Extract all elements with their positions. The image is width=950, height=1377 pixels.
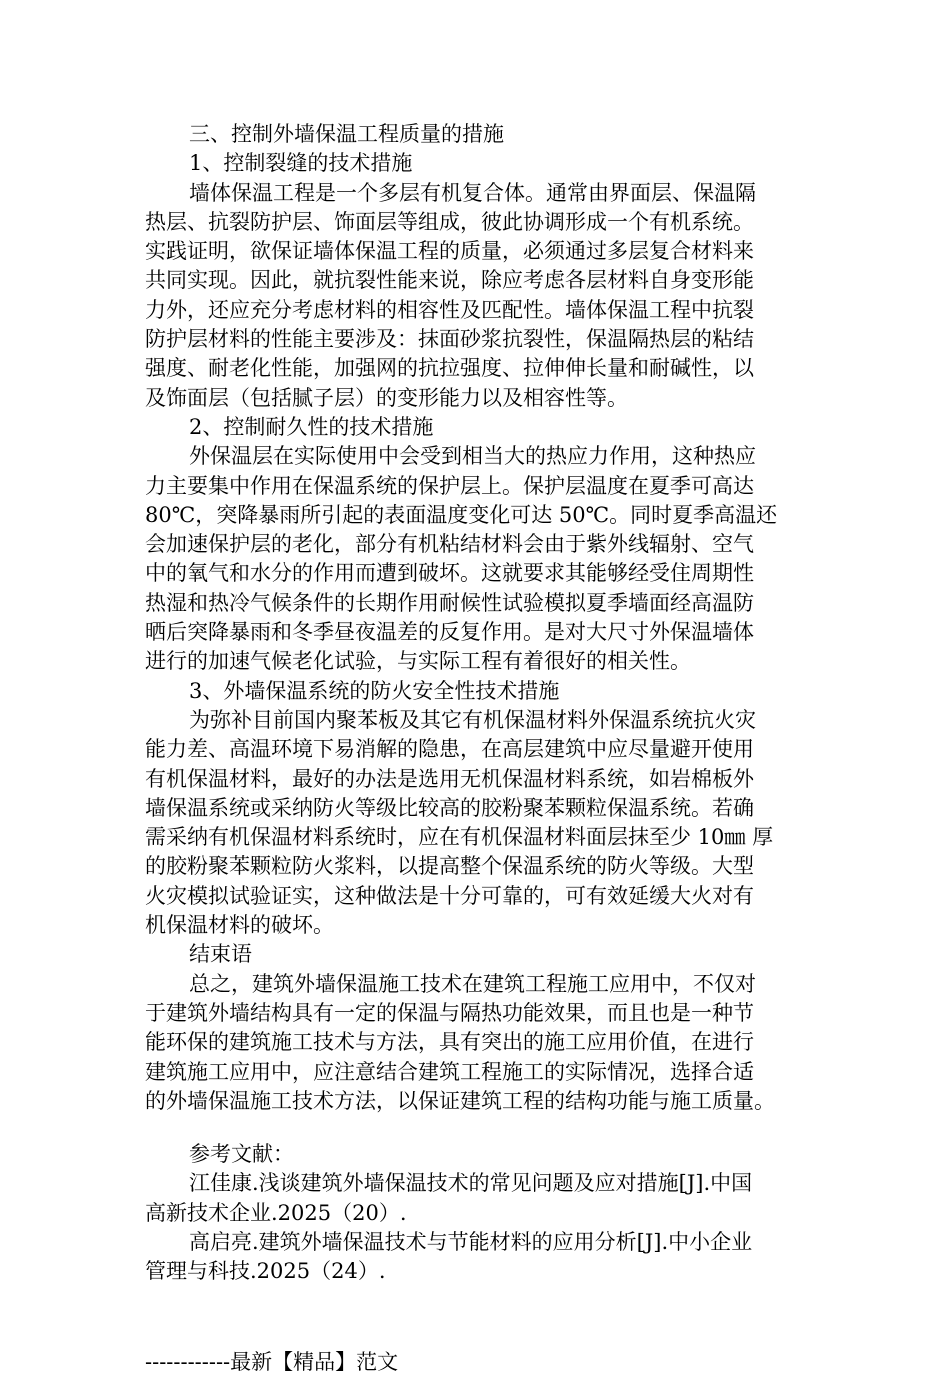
paragraph-line: 火灾模拟试验证实，这种做法是十分可靠的，可有效延缓大火对有 (145, 883, 754, 908)
reference-item-line: 高新技术企业.2025（20）. (145, 1200, 407, 1225)
conclusion-line: 建筑施工应用中，应注意结合建筑工程施工的实际情况，选择合适 (145, 1059, 754, 1084)
conclusion-title: 结束语 (189, 942, 252, 967)
reference-item-line: 管理与科技.2025（24）. (145, 1259, 386, 1284)
spacer (145, 1287, 810, 1347)
paragraph-line: 中的氧气和水分的作用而遭到破坏。这就要求其能够经受住周期性 (145, 561, 754, 586)
subsection-title: 1、控制裂缝的技术措施 (189, 151, 413, 176)
conclusion-line: 于建筑外墙结构具有一定的保温与隔热功能效果，而且也是一种节 (145, 1000, 754, 1025)
paragraph-line: 及饰面层（包括腻子层）的变形能力以及相容性等。 (145, 385, 628, 410)
paragraph-line: 力外，还应充分考虑材料的相容性及匹配性。墙体保温工程中抗裂 (145, 297, 754, 322)
subsection-title: 2、控制耐久性的技术措施 (189, 414, 434, 439)
paragraph-line: 热湿和热冷气候条件的长期作用耐候性试验模拟夏季墙面经高温防 (145, 590, 754, 615)
paragraph-line: 墙保温系统或采纳防火等级比较高的胶粉聚苯颗粒保温系统。若确 (145, 795, 754, 820)
paragraph-line: 热层、抗裂防护层、饰面层等组成，彼此协调形成一个有机系统。 (145, 209, 754, 234)
paragraph-line: 需采纳有机保温材料系统时，应在有机保温材料面层抹至少 10㎜ 厚 (145, 825, 774, 850)
paragraph-line: 会加速保护层的老化，部分有机粘结材料会由于紫外线辐射、空气 (145, 532, 754, 557)
paragraph-line: 的胶粉聚苯颗粒防火浆料，以提高整个保温系统的防火等级。大型 (145, 854, 754, 879)
paragraph-line: 机保温材料的破坏。 (145, 913, 334, 938)
paragraph-line: 有机保温材料，最好的办法是选用无机保温材料系统，如岩棉板外 (145, 766, 754, 791)
subsection-title: 3、外墙保温系统的防火安全性技术措施 (189, 678, 560, 703)
reference-item-line: 高启亮.建筑外墙保温技术与节能材料的应用分析[J].中小企业 (189, 1229, 753, 1254)
paragraph-line: 晒后突降暴雨和冬季昼夜温差的反复作用。是对大尺寸外保温墙体 (145, 620, 754, 645)
paragraph-line: 共同实现。因此，就抗裂性能来说，除应考虑各层材料自身变形能 (145, 268, 754, 293)
paragraph-line: 力主要集中作用在保温系统的保护层上。保护层温度在夏季可高达 (145, 473, 754, 498)
references-title: 参考文献： (189, 1142, 294, 1167)
paragraph-line: 强度、耐老化性能，加强网的抗拉强度、拉伸伸长量和耐碱性，以 (145, 356, 754, 381)
footer-banner: ------------最新【精品】范文 (145, 1349, 399, 1374)
paragraph-line: 外保温层在实际使用中会受到相当大的热应力作用，这种热应 (189, 444, 756, 469)
conclusion-line: 能环保的建筑施工技术与方法，具有突出的施工应用价值，在进行 (145, 1030, 754, 1055)
document-page (145, 120, 810, 1377)
conclusion-line: 的外墙保温施工技术方法，以保证建筑工程的结构功能与施工质量。 (145, 1088, 775, 1113)
paragraph-line: 实践证明，欲保证墙体保温工程的质量，必须通过多层复合材料来 (145, 239, 754, 264)
paragraph-line: 80℃，突降暴雨所引起的表面温度变化可达 50℃。同时夏季高温还 (145, 502, 778, 527)
paragraph-line: 进行的加速气候老化试验，与实际工程有着很好的相关性。 (145, 649, 691, 674)
paragraph-line: 墙体保温工程是一个多层有机复合体。通常由界面层、保温隔 (189, 180, 756, 205)
paragraph-line: 防护层材料的性能主要涉及：抹面砂浆抗裂性，保温隔热层的粘结 (145, 327, 754, 352)
conclusion-line: 总之，建筑外墙保温施工技术在建筑工程施工应用中，不仅对 (189, 971, 756, 996)
paragraph-line: 为弥补目前国内聚苯板及其它有机保温材料外保温系统抗火灾 (189, 707, 756, 732)
paragraph-line: 能力差、高温环境下易消解的隐患，在高层建筑中应尽量避开使用 (145, 737, 754, 762)
reference-item-line: 江佳康.浅谈建筑外墙保温技术的常见问题及应对措施[J].中国 (189, 1171, 753, 1196)
spacer (145, 1116, 810, 1140)
section-heading: 三、控制外墙保温工程质量的措施 (189, 122, 504, 146)
